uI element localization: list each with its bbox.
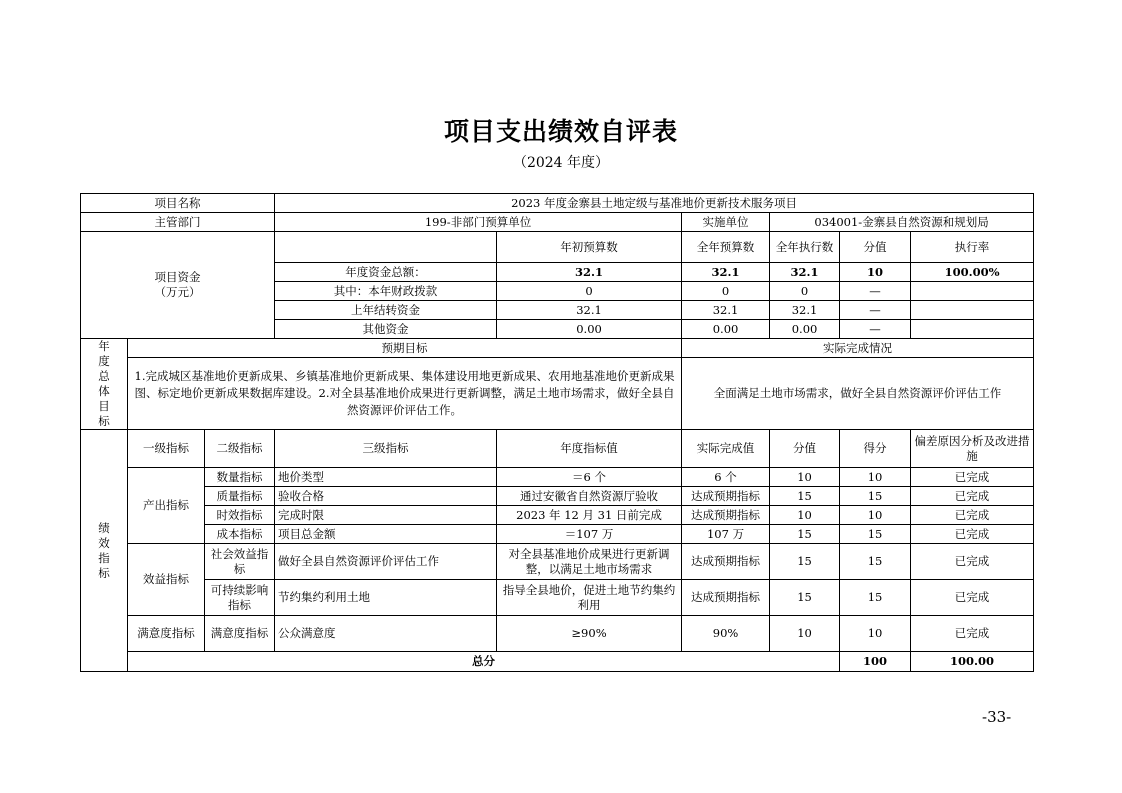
funds-cell: 32.1 xyxy=(682,263,770,282)
score-value-cell: 10 xyxy=(770,616,840,652)
perf-header: 实际完成值 xyxy=(682,430,770,468)
funds-label: 项目资金 xyxy=(154,270,201,284)
level2-cell: 时效指标 xyxy=(205,506,275,525)
note-cell: 已完成 xyxy=(911,580,1034,616)
funds-header: 执行率 xyxy=(911,232,1034,263)
target-cell: 对全县基准地价成果进行更新调整，以满足土地市场需求 xyxy=(497,544,682,580)
score-value-cell: 10 xyxy=(770,468,840,487)
score-cell: 10 xyxy=(840,616,911,652)
actual-cell: 达成预期指标 xyxy=(682,580,770,616)
table-row xyxy=(81,652,1034,672)
level2-cell: 成本指标 xyxy=(205,525,275,544)
score-value-cell: 15 xyxy=(770,580,840,616)
level3-cell: 节约集约利用土地 xyxy=(275,580,497,616)
funds-header: 分值 xyxy=(840,232,911,263)
funds-row-label: 其他资金 xyxy=(275,320,497,339)
funds-cell xyxy=(911,320,1034,339)
note-cell: 已完成 xyxy=(911,616,1034,652)
goals-side-label xyxy=(81,339,128,430)
funds-unit: （万元） xyxy=(154,285,201,299)
level3-cell: 公众满意度 xyxy=(275,616,497,652)
funds-cell: 32.1 xyxy=(770,301,840,320)
total-score: 100.00 xyxy=(911,652,1034,672)
funds-cell: 0.00 xyxy=(770,320,840,339)
score-cell: 10 xyxy=(840,468,911,487)
funds-cell: 32.1 xyxy=(682,301,770,320)
actual-cell: 达成预期指标 xyxy=(682,506,770,525)
performance-side-label-text: 绩效指标 xyxy=(98,520,110,580)
actual-cell: 90% xyxy=(682,616,770,652)
table-row xyxy=(81,506,1034,525)
total-label: 总分 xyxy=(128,652,840,672)
funds-cell: — xyxy=(840,301,911,320)
level3-cell: 地价类型 xyxy=(275,468,497,487)
goals-side-label-text: 年度总体目标 xyxy=(98,339,110,428)
actual-cell: 107 万 xyxy=(682,525,770,544)
actual-goal-text: 全面满足土地市场需求，做好全县自然资源评价评估工作 xyxy=(682,358,1034,430)
target-cell: 2023 年 12 月 31 日前完成 xyxy=(497,506,682,525)
table-row xyxy=(81,525,1034,544)
funds-cell: 0 xyxy=(497,282,682,301)
table-row xyxy=(81,194,1034,213)
performance-side-label xyxy=(81,430,128,672)
total-score-value: 100 xyxy=(840,652,911,672)
funds-header: 全年执行数 xyxy=(770,232,840,263)
level2-cell: 质量指标 xyxy=(205,487,275,506)
funds-cell: 32.1 xyxy=(497,263,682,282)
level1-cell: 效益指标 xyxy=(128,544,205,616)
note-cell: 已完成 xyxy=(911,544,1034,580)
expected-goal-header: 预期目标 xyxy=(128,339,682,358)
table-row xyxy=(81,580,1034,616)
actual-cell: 达成预期指标 xyxy=(682,487,770,506)
funds-row-label: 其中：本年财政拨款 xyxy=(275,282,497,301)
actual-goal-header: 实际完成情况 xyxy=(682,339,1034,358)
funds-cell: 0 xyxy=(770,282,840,301)
perf-header: 年度指标值 xyxy=(497,430,682,468)
level2-cell: 满意度指标 xyxy=(205,616,275,652)
actual-cell: 6 个 xyxy=(682,468,770,487)
level2-cell: 可持续影响指标 xyxy=(205,580,275,616)
funds-cell: — xyxy=(840,320,911,339)
score-value-cell: 15 xyxy=(770,544,840,580)
perf-header: 得分 xyxy=(840,430,911,468)
table-row xyxy=(81,232,1034,263)
level3-cell: 项目总金额 xyxy=(275,525,497,544)
dept-value: 199-非部门预算单位 xyxy=(275,213,682,232)
score-value-cell: 15 xyxy=(770,487,840,506)
score-cell: 15 xyxy=(840,580,911,616)
funds-cell: 100.00% xyxy=(911,263,1034,282)
perf-header: 偏差原因分析及改进措施 xyxy=(911,430,1034,468)
perf-header: 三级指标 xyxy=(275,430,497,468)
project-name-value: 2023 年度金寨县土地定级与基准地价更新技术服务项目 xyxy=(275,194,1034,213)
target-cell: 指导全县地价，促进土地节约集约利用 xyxy=(497,580,682,616)
table-row xyxy=(81,430,1034,468)
funds-cell: — xyxy=(840,282,911,301)
impl-label: 实施单位 xyxy=(682,213,770,232)
performance-evaluation-table xyxy=(80,193,1034,672)
funds-row-label: 上年结转资金 xyxy=(275,301,497,320)
level1-cell: 产出指标 xyxy=(128,468,205,544)
note-cell: 已完成 xyxy=(911,525,1034,544)
expected-goal-text: 1.完成城区基准地价更新成果、乡镇基准地价更新成果、集体建设用地更新成果、农用地基准地价更新成果图、标定地价更新成果数据库建设。2.对全县基准地价成果进行更新调整，满足土地市场需求，做好全县自然资源评价评估工作。 xyxy=(128,358,682,430)
note-cell: 已完成 xyxy=(911,487,1034,506)
target-cell: ＝6 个 xyxy=(497,468,682,487)
score-cell: 10 xyxy=(840,506,911,525)
table-row xyxy=(81,339,1034,358)
score-cell: 15 xyxy=(840,544,911,580)
level3-cell: 验收合格 xyxy=(275,487,497,506)
table-row xyxy=(81,616,1034,652)
note-cell: 已完成 xyxy=(911,468,1034,487)
table-row xyxy=(81,544,1034,580)
funds-header: 全年预算数 xyxy=(682,232,770,263)
score-value-cell: 15 xyxy=(770,525,840,544)
funds-cell: 32.1 xyxy=(770,263,840,282)
table-row xyxy=(81,468,1034,487)
funds-label-cell xyxy=(81,232,275,339)
funds-cell: 0 xyxy=(682,282,770,301)
note-cell: 已完成 xyxy=(911,506,1034,525)
perf-header: 一级指标 xyxy=(128,430,205,468)
table-row xyxy=(81,213,1034,232)
perf-header: 分值 xyxy=(770,430,840,468)
actual-cell: 达成预期指标 xyxy=(682,544,770,580)
level2-cell: 数量指标 xyxy=(205,468,275,487)
table-row xyxy=(81,487,1034,506)
page-number: -33- xyxy=(982,708,1012,726)
level3-cell: 做好全县自然资源评价评估工作 xyxy=(275,544,497,580)
target-cell: ≥90% xyxy=(497,616,682,652)
funds-header-blank xyxy=(275,232,497,263)
project-name-label: 项目名称 xyxy=(81,194,275,213)
funds-cell xyxy=(911,282,1034,301)
level2-cell: 社会效益指标 xyxy=(205,544,275,580)
funds-row-label: 年度资金总额： xyxy=(275,263,497,282)
perf-header: 二级指标 xyxy=(205,430,275,468)
level1-cell: 满意度指标 xyxy=(128,616,205,652)
score-value-cell: 10 xyxy=(770,506,840,525)
page-subtitle: （2024 年度） xyxy=(512,155,610,171)
funds-cell: 10 xyxy=(840,263,911,282)
funds-cell: 0.00 xyxy=(497,320,682,339)
impl-value: 034001-金寨县自然资源和规划局 xyxy=(770,213,1034,232)
funds-cell: 0.00 xyxy=(682,320,770,339)
score-cell: 15 xyxy=(840,487,911,506)
target-cell: 通过安徽省自然资源厅验收 xyxy=(497,487,682,506)
funds-cell: 32.1 xyxy=(497,301,682,320)
score-cell: 15 xyxy=(840,525,911,544)
funds-header: 年初预算数 xyxy=(497,232,682,263)
page-title: 项目支出绩效自评表 xyxy=(443,117,678,146)
funds-cell xyxy=(911,301,1034,320)
table-row xyxy=(81,358,1034,430)
target-cell: ＝107 万 xyxy=(497,525,682,544)
level3-cell: 完成时限 xyxy=(275,506,497,525)
dept-label: 主管部门 xyxy=(81,213,275,232)
